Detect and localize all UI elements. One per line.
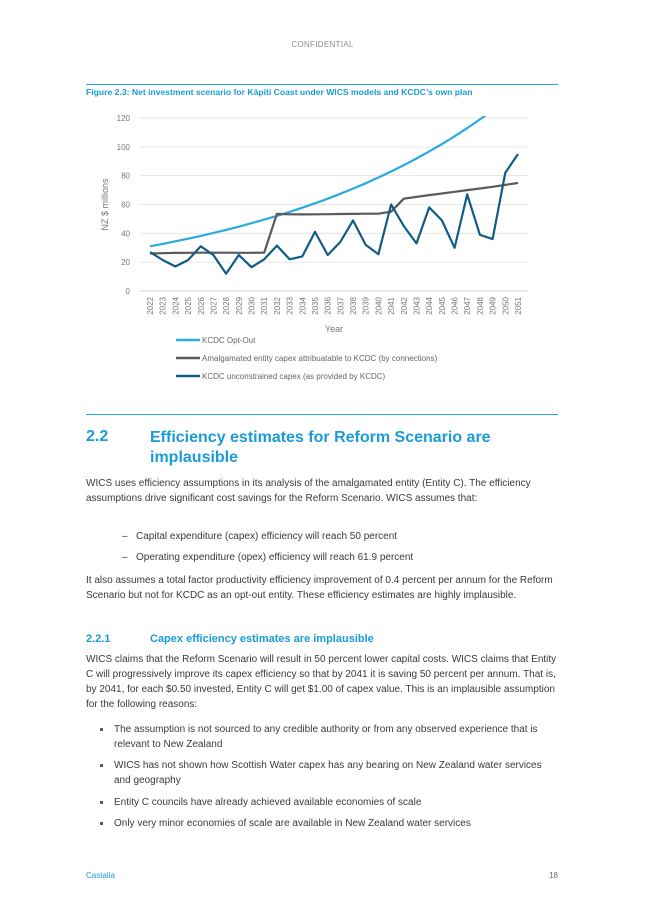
x-tick-label: 2051	[514, 297, 523, 315]
page-number: 18	[549, 871, 558, 880]
x-tick-label: 2033	[285, 297, 295, 315]
bullet-item	[100, 795, 558, 810]
y-tick-label: 60	[121, 200, 130, 210]
bullet-item	[100, 722, 558, 752]
section-heading: Efficiency estimates for Reform Scenario are implausible	[150, 429, 491, 466]
x-tick-label: 2027	[209, 297, 219, 315]
subsection-heading: Capex efficiency estimates are implausible	[150, 633, 374, 645]
figure-caption: Figure 2.3: Net investment scenario for Kāpiti Coast under WICS models and KCDC’s own plan	[86, 87, 473, 97]
bullet-square-icon	[100, 822, 103, 825]
bullet-text: The assumption is not sourced to any credible authority or from any observed experience that is relevant to New Zealand	[114, 724, 538, 750]
figure-bottom-rule	[86, 414, 558, 415]
x-tick-label: 2031	[260, 297, 270, 315]
x-tick-label: 2037	[336, 297, 346, 315]
net-investment-chart	[86, 104, 558, 394]
legend-label: KCDC unconstrained capex (as provided by KCDC)	[202, 372, 386, 381]
x-tick-label: 2034	[298, 297, 308, 315]
x-tick-label: 2046	[450, 297, 460, 315]
legend-label: Amalgamated entity capex attribuatable to KCDC (by connections)	[202, 354, 438, 363]
dash-list-item	[122, 531, 397, 542]
x-tick-label: 2023	[158, 297, 168, 315]
y-tick-label: 120	[116, 114, 130, 123]
x-tick-label: 2041	[387, 297, 397, 315]
chart-y-ticks	[117, 114, 131, 296]
section-number: 2.2	[86, 428, 109, 445]
series-line-1	[150, 104, 518, 246]
x-tick-label: 2029	[234, 297, 244, 315]
x-tick-label: 2025	[184, 297, 194, 315]
x-tick-label: 2048	[475, 297, 485, 315]
x-tick-label: 2050	[501, 297, 511, 315]
section-intro-paragraph: WICS uses efficiency assumptions in its analysis of the amalgamated entity (Entity C). The efficiency assumptions drive significant cost savings for the Reform Scenario. WICS assumes that:	[86, 478, 531, 504]
x-tick-label: 2030	[247, 297, 257, 315]
chart-x-axis-label: Year	[324, 324, 344, 334]
bullet-square-icon	[100, 801, 103, 804]
y-tick-label: 40	[121, 229, 130, 239]
figure-top-rule	[86, 84, 558, 85]
y-tick-label: 80	[121, 171, 130, 181]
bullet-square-icon	[100, 728, 103, 731]
chart-legend	[176, 336, 438, 381]
x-tick-label: 2035	[310, 297, 320, 315]
x-tick-label: 2047	[463, 297, 473, 315]
y-tick-label: 20	[121, 258, 130, 268]
x-tick-label: 2039	[361, 297, 371, 315]
legend-label: KCDC Opt-Out	[202, 336, 256, 345]
bullet-text: Only very minor economies of scale are available in New Zealand water services	[114, 818, 471, 829]
x-tick-label: 2038	[349, 297, 359, 315]
x-tick-label: 2024	[171, 297, 181, 315]
dash-mark: –	[122, 552, 128, 563]
chart-series-lines	[150, 104, 518, 274]
x-tick-label: 2032	[272, 297, 282, 315]
series-line-2	[150, 183, 518, 254]
subsection-paragraph: WICS claims that the Reform Scenario will result in 50 percent lower capital costs. WICS claims that Entity C will progressively improve its capex efficiency so that by 2041 it is saving 50 percent per annum. That is, by 2041, for each $0.50 invested, Entity C will get $1.00 of capex value. This is an implausible assumption for the following reasons:	[86, 654, 557, 710]
x-tick-label: 2045	[437, 297, 447, 315]
bullet-item	[100, 816, 558, 831]
chart-y-axis-label: NZ $ millions	[100, 178, 110, 231]
x-tick-label: 2022	[146, 297, 155, 315]
bullet-item	[100, 758, 558, 788]
bullet-text: Entity C councils have already achieved available economies of scale	[114, 797, 422, 808]
subsection-number: 2.2.1	[86, 633, 111, 645]
dash-item-text: Capital expenditure (capex) efficiency will reach 50 percent	[136, 531, 398, 542]
x-tick-label: 2044	[425, 297, 435, 315]
chart-x-ticks	[146, 296, 523, 314]
section-paragraph-2: It also assumes a total factor productivity efficiency improvement of 0.4 percent per annum for the Reform Scenario but not for KCDC as an opt-out entity. These efficiency estimates are highly implausible.	[86, 575, 553, 601]
x-tick-label: 2043	[412, 297, 422, 315]
bullet-text: WICS has not shown how Scottish Water capex has any bearing on New Zealand water services and geography	[114, 760, 542, 786]
x-tick-label: 2026	[196, 297, 206, 315]
x-tick-label: 2042	[399, 297, 409, 315]
x-tick-label: 2049	[488, 297, 498, 315]
dash-mark: –	[122, 531, 128, 542]
dash-item-text: Operating expenditure (opex) efficiency will reach 61.9 percent	[136, 552, 414, 563]
confidential-header: CONFIDENTIAL	[291, 40, 354, 49]
y-tick-label: 100	[116, 142, 130, 152]
dash-list-item	[122, 552, 413, 563]
x-tick-label: 2028	[222, 297, 232, 315]
x-tick-label: 2036	[323, 297, 333, 315]
x-tick-label: 2040	[374, 297, 384, 315]
y-tick-label: 0	[125, 287, 130, 296]
bullet-square-icon	[100, 764, 103, 767]
footer-brand: Castalia	[86, 871, 115, 880]
